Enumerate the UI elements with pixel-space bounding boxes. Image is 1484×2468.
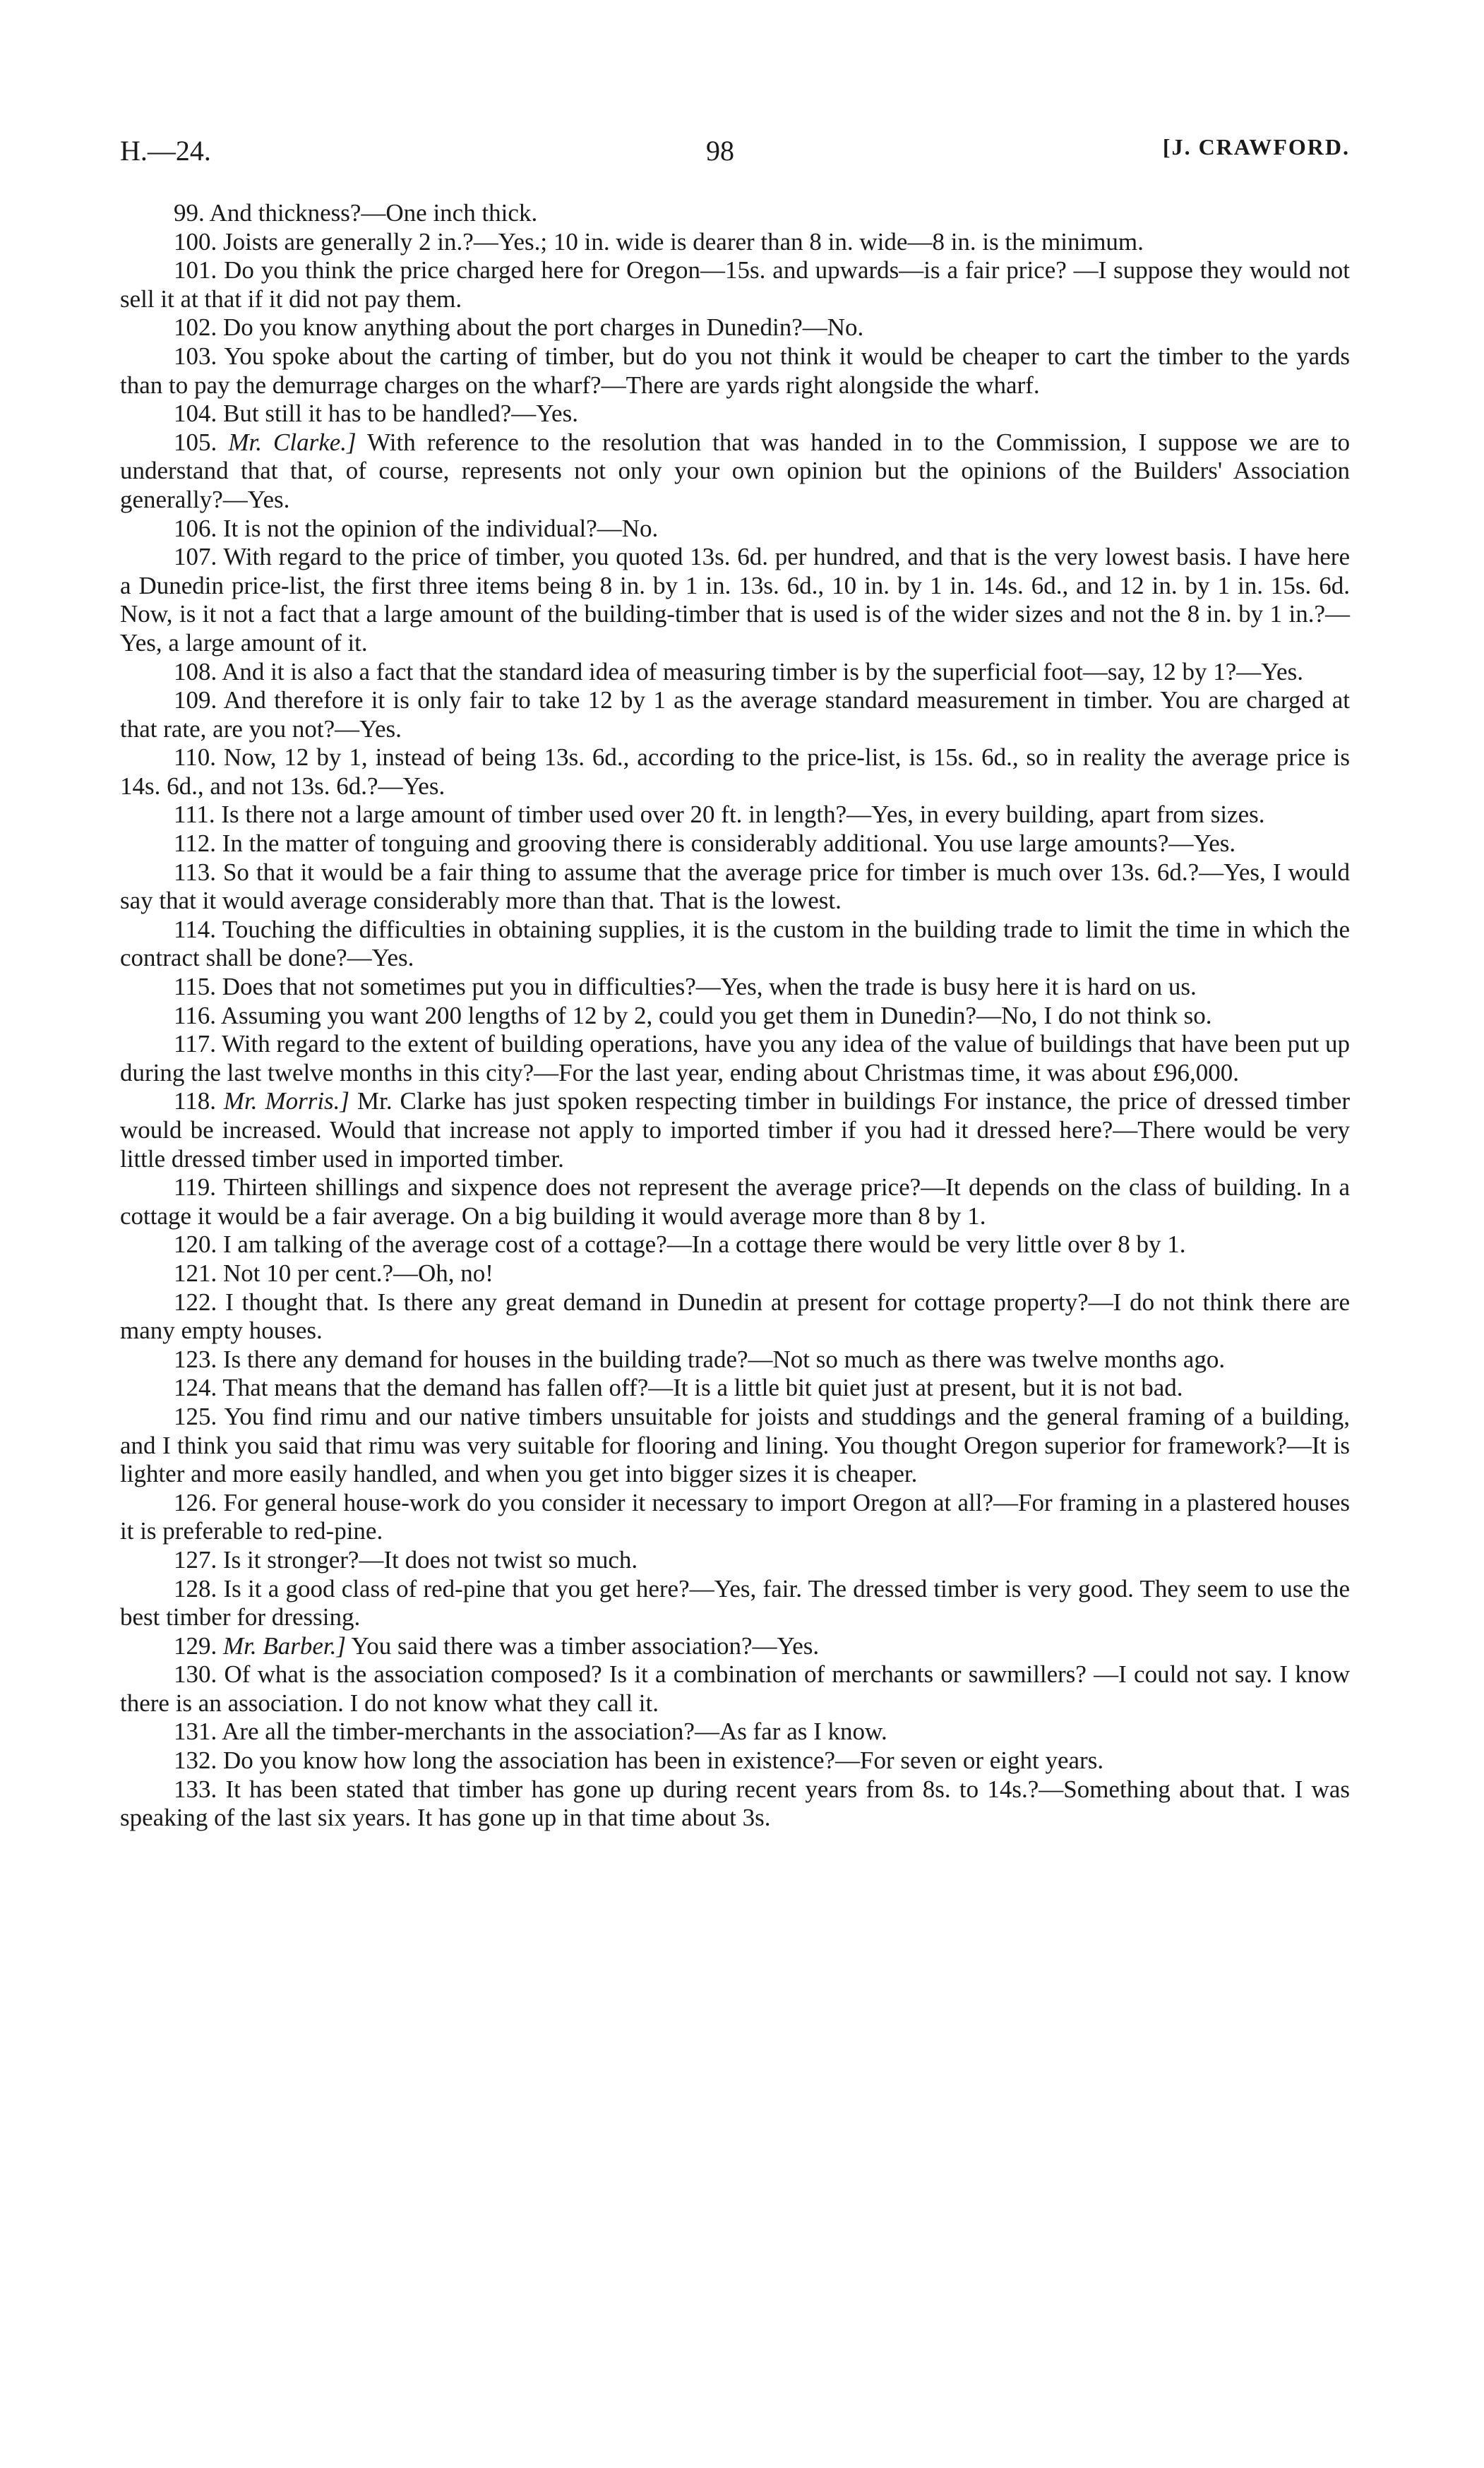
question-number: 129. xyxy=(174,1631,217,1660)
paragraph-109: 109. And therefore it is only fair to take 12 by 1 as the average standard measurement in timber. You are charged at that rate, are you not?—Yes. xyxy=(120,686,1350,743)
evidence-text xyxy=(120,199,1350,1833)
paragraph-103: 103. You spoke about the carting of timber, but do you not think it would be cheaper to cart the timber to the yards than to pay the demurrage charges on the wharf?—There are yards right alongside the wharf. xyxy=(120,342,1350,399)
paragraph-127: 127. Is it stronger?—It does not twist so much. xyxy=(174,1545,638,1574)
paragraph-body: You said there was a timber association?—Yes. xyxy=(351,1631,820,1660)
paragraph-116: 116. Assuming you want 200 lengths of 12 by 2, could you get them in Dunedin?—No, I do not think so. xyxy=(174,1001,1212,1029)
speaker-name: Mr. Barber.] xyxy=(223,1631,347,1660)
paragraph-123: 123. Is there any demand for houses in the building trade?—Not so much as there was twelve months ago. xyxy=(174,1345,1226,1373)
paragraph-125: 125. You find rimu and our native timbers unsuitable for joists and studdings and the general framing of a building, and I think you said that rimu was very suitable for flooring and lining. You thought Oregon superior for framework?—It is lighter and more easily handled, and when you get into bigger sizes it is cheaper. xyxy=(120,1402,1350,1488)
paragraph-133: 133. It has been stated that timber has gone up during recent years from 8s. to 14s.?—Something about that. I was speaking of the last six years. It has gone up in that time about 3s. xyxy=(120,1775,1350,1832)
paragraph-130: 130. Of what is the association composed? Is it a combination of merchants or sawmillers? —I could not say. I know there is an association. I do not know what they call it. xyxy=(120,1660,1350,1717)
speaker-name: Mr. Clarke.] xyxy=(228,428,357,456)
paragraph-112: 112. In the matter of tonguing and grooving there is considerably additional. You use large amounts?—Yes. xyxy=(174,829,1236,858)
paragraph-124: 124. That means that the demand has fallen off?—It is a little bit quiet just at present, but it is not bad. xyxy=(174,1374,1183,1402)
paragraph-128: 128. Is it a good class of red-pine that you get here?—Yes, fair. The dressed timber is very good. They seem to use the best timber for dressing. xyxy=(120,1574,1350,1631)
paragraph-115: 115. Does that not sometimes put you in difficulties?—Yes, when the trade is busy here it is hard on us. xyxy=(174,973,1197,1001)
series-number: H.—24. xyxy=(120,135,211,167)
paragraph-118 xyxy=(120,1087,1350,1173)
paragraph-105 xyxy=(120,429,1350,515)
paragraph-102: 102. Do you know anything about the port charges in Dunedin?—No. xyxy=(174,313,864,342)
paragraph-107: 107. With regard to the price of timber, you quoted 13s. 6d. per hundred, and that is the very lowest basis. I have here a Dunedin price-list, the first three items being 8 in. by 1 in. 13s. 6d., 10 in. by 1 in. 14s. 6d., and 12 in. by 1 in. 15s. 6d. Now, is it not a fact that a large amount of the building-timber that is used is of the wider sizes and not the 8 in. by 1 in.?—Yes, a large amount of it. xyxy=(120,543,1350,657)
paragraph-117: 117. With regard to the extent of building operations, have you any idea of the value of buildings that have been put up during the last twelve months in this city?—For the last year, ending about Christmas time, it was about £96,000. xyxy=(120,1030,1350,1086)
paragraph-122: 122. I thought that. Is there any great demand in Dunedin at present for cottage property?—I do not think there are many empty houses. xyxy=(120,1288,1350,1345)
page-header xyxy=(120,134,1350,176)
paragraph-111: 111. Is there not a large amount of timber used over 20 ft. in length?—Yes, in every building, apart from sizes. xyxy=(174,801,1265,829)
paragraph-119: 119. Thirteen shillings and sixpence does not represent the average price?—It depends on the class of building. In a cottage it would be a fair average. On a big building it would average more than 8 by 1. xyxy=(120,1173,1350,1230)
paragraph-121: 121. Not 10 per cent.?—Oh, no! xyxy=(174,1259,493,1287)
paragraph-99: 99. And thickness?—One inch thick. xyxy=(174,199,538,227)
paragraph-body: With reference to the resolution that was handed in to the Commission, I suppose we are to understand that that, of course, represents not only your own opinion but the opinions of the Builders' Association generally?—Yes. xyxy=(120,428,1350,513)
paragraph-104: 104. But still it has to be handled?—Yes. xyxy=(174,400,578,428)
speaker-name: Mr. Morris.] xyxy=(223,1087,350,1115)
paragraph-132: 132. Do you know how long the association has been in existence?—For seven or eight years. xyxy=(174,1747,1104,1775)
paragraph-120: 120. I am talking of the average cost of a cottage?—In a cottage there would be very little over 8 by 1. xyxy=(174,1230,1186,1259)
paragraph-101: 101. Do you think the price charged here for Oregon—15s. and upwards—is a fair price? —I suppose they would not sell it at that if it did not pay them. xyxy=(120,256,1350,313)
page-number: 98 xyxy=(706,135,734,167)
paragraph-129 xyxy=(120,1632,1350,1661)
paragraph-131: 131. Are all the timber-merchants in the association?—As far as I know. xyxy=(174,1718,887,1746)
paragraph-108: 108. And it is also a fact that the standard idea of measuring timber is by the superficial foot—say, 12 by 1?—Yes. xyxy=(174,657,1303,685)
paragraph-126: 126. For general house-work do you consider it necessary to import Oregon at all?—For framing in a plastered houses it is preferable to red-pine. xyxy=(120,1488,1350,1545)
paragraph-113: 113. So that it would be a fair thing to assume that the average price for timber is much over 13s. 6d.?—Yes, I would say that it would average considerably more than that. That is the lowest. xyxy=(120,858,1350,915)
question-number: 105. xyxy=(174,428,217,456)
paragraph-100: 100. Joists are generally 2 in.?—Yes.; 10 in. wide is dearer than 8 in. wide—8 in. is the minimum. xyxy=(174,227,1144,256)
witness-name: [J. CRAWFORD. xyxy=(1162,134,1350,160)
question-number: 118. xyxy=(174,1087,216,1115)
paragraph-body: Mr. Clarke has just spoken respecting timber in buildings For instance, the price of dressed timber would be increased. Would that increase not apply to imported timber if you had it dressed here?—There would be very little dressed timber used in imported timber. xyxy=(120,1087,1350,1173)
paragraph-114: 114. Touching the difficulties in obtaining supplies, it is the custom in the building trade to limit the time in which the contract shall be done?—Yes. xyxy=(120,915,1350,972)
paragraph-110: 110. Now, 12 by 1, instead of being 13s. 6d., according to the price-list, is 15s. 6d., so in reality the average price is 14s. 6d., and not 13s. 6d.?—Yes. xyxy=(120,743,1350,800)
paragraph-106: 106. It is not the opinion of the individual?—No. xyxy=(174,514,659,542)
